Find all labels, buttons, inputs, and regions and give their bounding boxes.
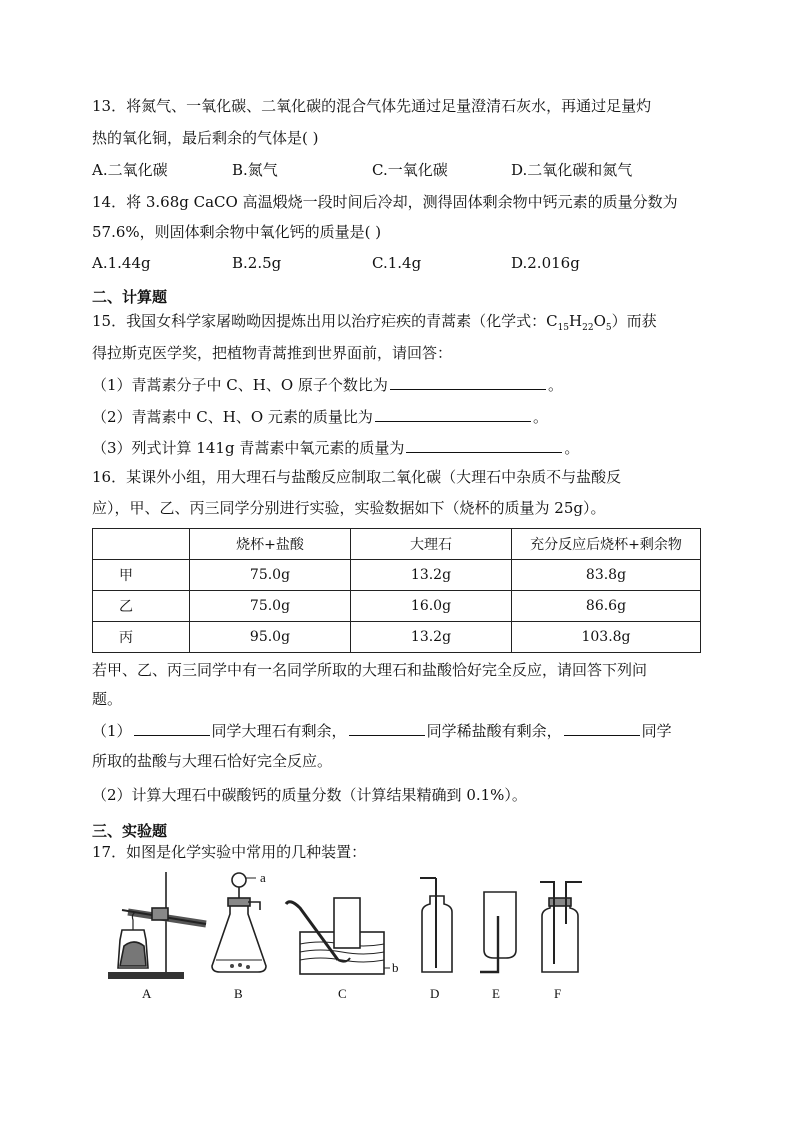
q16-sub1-line2: 所取的盐酸与大理石恰好完全反应。 xyxy=(92,752,333,770)
q16-line1: 16．某课外小组，用大理石与盐酸反应制取二氧化碳（大理石中杂质不与盐酸反 xyxy=(92,468,622,486)
q14-option-c: C.1.4g xyxy=(372,254,422,272)
formula-h: H xyxy=(569,312,583,330)
q17-line1: 17．如图是化学实验中常用的几种装置： xyxy=(92,843,367,861)
q13-line2: 热的氧化铜，最后剩余的气体是( ) xyxy=(92,129,319,147)
apparatus-c-drawing xyxy=(286,898,390,974)
q15-line1-end: ）而获 xyxy=(611,312,657,330)
q15-sub3-text: （3）列式计算 141g 青蒿素中氧元素的质量为 xyxy=(92,439,405,457)
table-cell: 75.0g xyxy=(190,560,351,591)
answer-blank[interactable] xyxy=(564,720,640,736)
q15-line1 xyxy=(92,311,657,338)
table-cell: 103.8g xyxy=(512,622,701,653)
answer-blank[interactable] xyxy=(390,374,546,390)
table-header-row xyxy=(93,529,701,560)
label-b: B xyxy=(234,986,243,1001)
period: 。 xyxy=(547,376,563,394)
mark-a-label: a xyxy=(260,870,266,885)
formula-c-subscript: 15 xyxy=(557,323,570,333)
table-cell: 75.0g xyxy=(190,591,351,622)
table-cell: 95.0g xyxy=(190,622,351,653)
q16-sub2: （2）计算大理石中碳酸钙的质量分数（计算结果精确到 0.1%）。 xyxy=(92,786,527,804)
apparatus-a-drawing xyxy=(108,872,206,979)
answer-blank[interactable] xyxy=(375,406,531,422)
table-row xyxy=(93,560,701,591)
q16-after2: 题。 xyxy=(92,690,123,708)
q16-line2: 应），甲、乙、丙三同学分别进行实验，实验数据如下（烧杯的质量为 25g）。 xyxy=(92,499,606,517)
mark-b-label: b xyxy=(392,960,399,975)
answer-blank[interactable] xyxy=(134,720,210,736)
q14-line2: 57.6%，则固体剩余物中氧化钙的质量是( ) xyxy=(92,223,382,241)
q15-line2: 得拉斯克医学奖，把植物青蒿推到世界面前，请回答： xyxy=(92,344,453,362)
experiment-data-table xyxy=(92,528,701,653)
table-cell: 甲 xyxy=(93,560,190,591)
table-cell: 丙 xyxy=(93,622,190,653)
q13-option-c: C.一氧化碳 xyxy=(372,161,448,179)
answer-blank[interactable] xyxy=(349,720,425,736)
q13-line1: 13．将氮气、一氧化碳、二氧化碳的混合气体先通过足量澄清石灰水，再通过足量灼 xyxy=(92,97,652,115)
apparatus-b-drawing xyxy=(212,873,266,972)
q16-sub1 xyxy=(92,720,672,741)
q14-line1: 14．将 3.68g CaCO 高温煅烧一段时间后冷却，测得固体剩余物中钙元素的质量分数为 xyxy=(92,193,678,211)
table-header-cell: 烧杯+盐酸 xyxy=(190,529,351,560)
apparatus-f-drawing xyxy=(540,882,582,972)
section-heading-calculation: 二、计算题 xyxy=(92,288,168,306)
q13-option-b: B.氮气 xyxy=(232,161,278,179)
q16-sub1-text1: 同学大理石有剩余， xyxy=(211,722,347,740)
label-c: C xyxy=(338,986,347,1001)
q14-option-b: B.2.5g xyxy=(232,254,282,272)
table-header-cell: 大理石 xyxy=(351,529,512,560)
q16-sub1-text2: 同学稀盐酸有剩余， xyxy=(426,722,562,740)
q15-line1-text: 15．我国女科学家屠呦呦因提炼出用以治疗疟疾的青蒿素（化学式：C xyxy=(92,312,558,330)
apparatus-e-drawing xyxy=(480,892,516,972)
label-f: F xyxy=(554,986,562,1001)
apparatus-drawing xyxy=(100,868,620,1008)
answer-blank[interactable] xyxy=(406,437,562,453)
table-cell: 83.8g xyxy=(512,560,701,591)
q16-sub1-text3: 同学 xyxy=(641,722,672,740)
table-row xyxy=(93,591,701,622)
q14-option-d: D.2.016g xyxy=(511,254,580,272)
q13-option-d: D.二氧化碳和氮气 xyxy=(511,161,633,179)
q13-option-a: A.二氧化碳 xyxy=(92,161,168,179)
period: 。 xyxy=(532,408,548,426)
table-cell: 乙 xyxy=(93,591,190,622)
table-cell: 86.6g xyxy=(512,591,701,622)
table-row xyxy=(93,622,701,653)
q15-sub1 xyxy=(92,374,563,395)
q15-sub3 xyxy=(92,437,579,458)
formula-h-subscript: 22 xyxy=(582,323,594,333)
formula-o-subscript: 5 xyxy=(605,323,612,333)
label-d: D xyxy=(430,986,440,1001)
table-cell: 13.2g xyxy=(351,622,512,653)
q15-sub2 xyxy=(92,406,548,427)
table-header-cell: 充分反应后烧杯+剩余物 xyxy=(512,529,701,560)
table-cell: 16.0g xyxy=(351,591,512,622)
q15-sub1-text: （1）青蒿素分子中 C、H、O 原子个数比为 xyxy=(92,376,388,394)
apparatus-d-drawing xyxy=(420,878,452,972)
formula-o: O xyxy=(593,312,606,330)
q16-after1: 若甲、乙、丙三同学中有一名同学所取的大理石和盐酸恰好完全反应，请回答下列问 xyxy=(92,661,648,679)
q15-sub2-text: （2）青蒿素中 C、H、O 元素的质量比为 xyxy=(92,408,373,426)
period: 。 xyxy=(564,439,580,457)
label-a: A xyxy=(142,986,152,1001)
table-header-cell xyxy=(93,529,190,560)
q14-option-a: A.1.44g xyxy=(92,254,151,272)
label-e: E xyxy=(492,986,500,1001)
section-heading-experiment: 三、实验题 xyxy=(92,822,168,840)
table-cell: 13.2g xyxy=(351,560,512,591)
q16-sub1-prefix: （1） xyxy=(92,722,132,740)
